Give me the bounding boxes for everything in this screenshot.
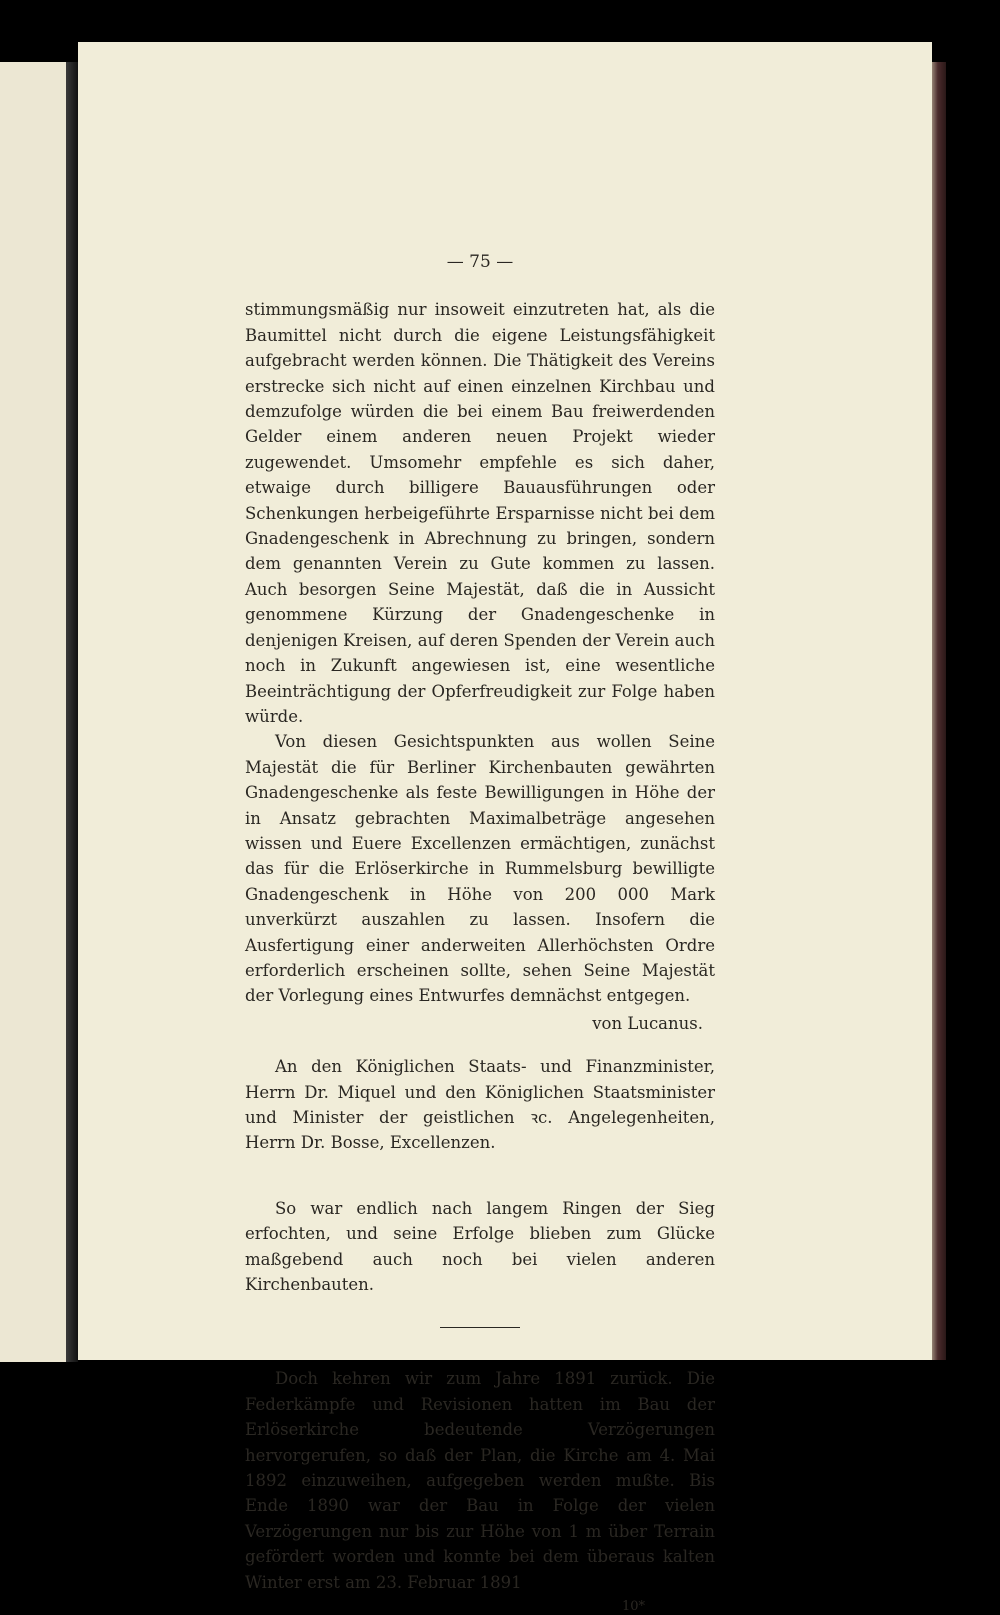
signature: von Lucanus. [592,1013,703,1033]
paragraph-continued: stimmungsmäßig nur insoweit einzutreten hat, als die Baumittel nicht durch die eigene Leistungsfähigkeit aufgebracht werden können. Die Thätigkeit des Vereins erstrecke sich nicht auf einen einzelnen Kirchbau und demzufolge würden die bei einem Bau freiwerdenden Gelder einem anderen neuen Projekt wieder zugewendet. Umsomehr empfehle es sich daher, etwaige durch billigere Bauausführungen oder Schenkungen herbeigeführte Ersparnisse nicht bei dem Gnadengeschenk in Abrechnung zu bringen, sondern dem genannten Verein zu Gute kommen zu lassen. Auch besorgen Seine Majestät, daß die in Aussicht genommene Kürzung der Gnadengeschenke in denjenigen Kreisen, auf deren Spenden der Verein auch noch in Zukunft angewiesen ist, eine wesentliche Beeinträchtigung der Opferfreudigkeit zur Folge haben würde. [245,300,715,726]
book-spine [66,62,78,1362]
addressee: An den Königlichen Staats- und Finanzminister, Herrn Dr. Miquel und den Königlichen Staatsminister und Minister der geistlichen ꝛc. Angelegenheiten, Herrn Dr. Bosse, Excellenzen. [245,1057,715,1153]
left-page-edge [0,62,68,1362]
page-text-block [245,250,715,1615]
paragraph-outcome: So war endlich nach langem Ringen der Sieg erfochten, und seine Erfolge blieben zum Glücke maßgebend auch noch bei vielen anderen Kirchenbauten. [245,1198,715,1295]
page-number: — 75 — [446,252,514,272]
paragraph-construction: Doch kehren wir zum Jahre 1891 zurück. Die Federkämpfe und Revisionen hatten im Bau der Erlöserkirche bedeutende Verzögerungen hervorgerufen, so daß der Plan, die Kirche am 4. Mai 1892 einzuweihen, aufgegeben werden mußte. Bis Ende 1890 war der Bau in Folge der vielen Verzögerungen nur bis zur Höhe von 1 m über Terrain gefördert worden und konnte bei dem überaus kalten Winter erst am 23. Februar 1891 [245,1369,715,1592]
section-divider [440,1327,520,1328]
paragraph-decision: Von diesen Gesichtspunkten aus wollen Seine Majestät die für Berliner Kirchenbauten gewährten Gnadengeschenke als feste Bewilligungen in Höhe der in Ansatz gebrachten Maximalbeträge angesehen wissen und Euere Excellenzen ermächtigen, zunächst das für die Erlöserkirche in Rummelsburg bewilligte Gnadengeschenk in Höhe von 200 000 Mark unverkürzt auszahlen zu lassen. Insofern die Ausfertigung einer anderweiten Allerhöchsten Ordre erforderlich erscheinen sollte, sehen Seine Majestät der Vorlegung eines Entwurfes demnächst entgegen. [245,732,715,1006]
signature-mark: 10* [621,1599,645,1615]
